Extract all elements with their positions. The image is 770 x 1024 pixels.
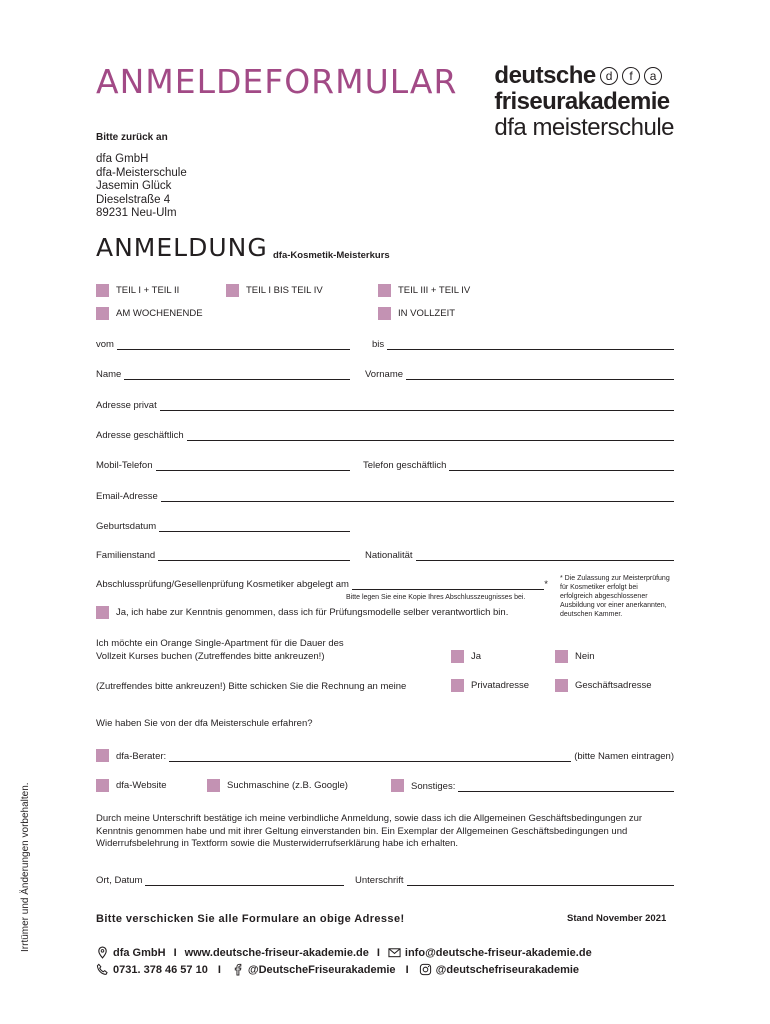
logo-letter-d: d <box>600 67 618 85</box>
field-birthdate[interactable]: Geburtsdatum <box>96 521 350 532</box>
option-teil-1-2[interactable]: TEIL I + TEIL II <box>96 284 179 297</box>
apartment-question: Ich möchte ein Orange Single-Apartment für die Dauer des Vollzeit Kurses buchen (Zutreffendes bitte ankreuzen!) <box>96 638 344 662</box>
address-line: dfa-Meisterschule <box>96 166 187 179</box>
model-consent[interactable]: Ja, ich habe zur Kenntnis genommen, dass ich für Prüfungsmodelle selber verantwortlich bin. <box>96 606 508 619</box>
address-line: Dieselstraße 4 <box>96 193 171 206</box>
location-pin-icon <box>96 946 109 959</box>
checkbox[interactable] <box>555 679 568 692</box>
source-berater[interactable]: dfa-Berater: (bitte Namen eintragen) <box>96 749 674 762</box>
checkbox[interactable] <box>451 650 464 663</box>
checkbox[interactable] <box>96 749 109 762</box>
email-link[interactable]: info@deutsche-friseur-akademie.de <box>404 946 592 959</box>
field-vorname[interactable]: Vorname <box>365 369 674 380</box>
footer-line-2: 0731. 378 46 57 10 I @DeutscheFriseurakademie I @deutschefriseurakademie <box>96 963 579 976</box>
logo-line-3: dfa meisterschule <box>494 114 674 141</box>
instagram-link[interactable]: @deutschefriseurakademie <box>435 963 580 976</box>
logo-letter-f: f <box>622 67 640 85</box>
field-marital-status[interactable]: Familienstand <box>96 550 350 561</box>
registration-subheading: dfa-Kosmetik-Meisterkurs <box>273 250 390 261</box>
invoice-private[interactable]: Privatadresse <box>451 679 529 692</box>
invoice-text: (Zutreffendes bitte ankreuzen!) Bitte schicken Sie die Rechnung an meine <box>96 681 407 692</box>
source-other[interactable]: Sonstiges: <box>391 779 674 792</box>
phone-icon <box>96 963 109 976</box>
source-website[interactable]: dfa-Website <box>96 779 167 792</box>
checkbox[interactable] <box>96 779 109 792</box>
checkbox[interactable] <box>96 307 109 320</box>
checkbox[interactable] <box>378 284 391 297</box>
apartment-yes[interactable]: Ja <box>451 650 481 663</box>
address-line: 89231 Neu-Ulm <box>96 207 177 219</box>
option-teil-3-4[interactable]: TEIL III + TEIL IV <box>378 284 470 297</box>
registration-heading: ANMELDUNG <box>96 233 268 262</box>
mail-icon <box>388 946 401 959</box>
field-email[interactable]: Email-Adresse <box>96 491 674 502</box>
dfa-logo <box>494 64 674 140</box>
field-address-private[interactable]: Adresse privat <box>96 400 674 411</box>
logo-line-2: friseurakademie <box>494 88 670 115</box>
instagram-icon <box>419 963 432 976</box>
stand-date: Stand November 2021 <box>567 913 667 924</box>
checkbox[interactable] <box>378 307 391 320</box>
checkbox[interactable] <box>451 679 464 692</box>
option-fulltime[interactable]: IN VOLLZEIT <box>378 307 455 320</box>
address-line: Jasemin Glück <box>96 180 172 192</box>
return-label: Bitte zurück an <box>96 132 168 143</box>
exam-hint: Bitte legen Sie eine Kopie Ihres Abschlusszeugnisses bei. <box>346 594 526 601</box>
address-line: dfa GmbH <box>96 153 149 165</box>
field-nationality[interactable]: Nationalität <box>365 550 674 561</box>
apartment-no[interactable]: Nein <box>555 650 595 663</box>
field-bis[interactable]: bis <box>372 339 674 350</box>
footer-line-1: dfa GmbH I www.deutsche-friseur-akademie.de I info@deutsche-friseur-akademie.de <box>96 946 592 959</box>
phone-link[interactable]: 0731. 378 46 57 10 <box>113 963 208 976</box>
checkbox[interactable] <box>96 284 109 297</box>
agreement-text: Durch meine Unterschrift bestätige ich meine verbindliche Anmeldung, sowie dass ich die Allgemeinen Geschäftsbedingungen zur Kenntnis genommen habe und mit ihrer Geltung einverstanden bin. Ein Exemplar der Allgemeinen Geschäftsbedingungen und Widerrufsbelehrung in Textform sowie die Musterwiderrufserklärung habe ich erhalten. <box>96 813 643 849</box>
facebook-link[interactable]: @DeutscheFriseurakademie <box>247 963 396 976</box>
facebook-icon <box>231 963 244 976</box>
checkbox[interactable] <box>96 606 109 619</box>
source-question: Wie haben Sie von der dfa Meisterschule erfahren? <box>96 718 313 729</box>
field-vom[interactable]: vom <box>96 339 350 350</box>
return-address <box>96 153 187 221</box>
checkbox[interactable] <box>555 650 568 663</box>
field-address-business[interactable]: Adresse geschäftlich <box>96 430 674 441</box>
checkbox[interactable] <box>207 779 220 792</box>
website-link[interactable]: www.deutsche-friseur-akademie.de <box>184 946 369 959</box>
form-title: ANMELDEFORMULAR <box>96 62 458 101</box>
source-search[interactable]: Suchmaschine (z.B. Google) <box>207 779 348 792</box>
logo-letter-a: a <box>644 67 662 85</box>
invoice-business[interactable]: Geschäftsadresse <box>555 679 652 692</box>
checkbox[interactable] <box>226 284 239 297</box>
vertical-disclaimer: Irrtümer und Änderungen vorbehalten. <box>20 782 31 952</box>
field-phone-business[interactable]: Telefon geschäftlich <box>363 460 674 471</box>
logo-line-1: deutsche <box>494 62 596 89</box>
option-weekend[interactable]: AM WOCHENENDE <box>96 307 203 320</box>
field-place-date[interactable]: Ort, Datum <box>96 875 344 886</box>
send-note: Bitte verschicken Sie alle Formulare an obige Adresse! <box>96 913 405 925</box>
footnote: * Die Zulassung zur Meisterprüfung für Kosmetiker erfolgt bei erfolgreich abgeschlossener Ausbildung vor einer anerkannten, deutschen Kammer. <box>560 575 670 618</box>
checkbox[interactable] <box>391 779 404 792</box>
field-name[interactable]: Name <box>96 369 350 380</box>
field-exam-date[interactable]: Abschlussprüfung/Gesellenprüfung Kosmetiker abgelegt am * <box>96 579 548 590</box>
field-mobile[interactable]: Mobil-Telefon <box>96 460 350 471</box>
field-signature[interactable]: Unterschrift <box>355 875 674 886</box>
option-teil-1-4[interactable]: TEIL I BIS TEIL IV <box>226 284 323 297</box>
